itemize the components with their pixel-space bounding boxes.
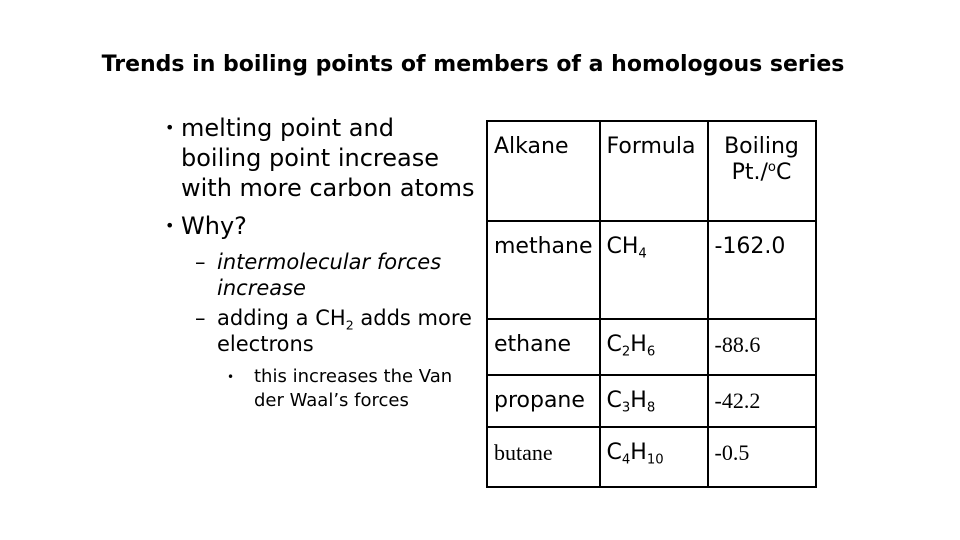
formula-part: H — [630, 388, 647, 413]
header-formula: Formula — [600, 121, 708, 221]
alkane-name: propane — [487, 375, 600, 427]
boiling-point-value: -42.2 — [708, 375, 816, 427]
sub-sub-bullet-item — [165, 365, 475, 413]
bullet-dot-icon: • — [165, 216, 175, 235]
header-boiling-point — [708, 121, 816, 221]
header-text-part: Boiling Pt./ — [724, 134, 799, 185]
formula-part: H — [630, 440, 647, 465]
bullet-item — [165, 211, 475, 241]
sub-sub-bullet-text: this increases the Van der Waal’s forces — [254, 366, 453, 411]
alkane-name: methane — [487, 221, 600, 319]
formula-cell — [600, 427, 708, 487]
header-alkane: Alkane — [487, 121, 600, 221]
boiling-point-value: -162.0 — [708, 221, 816, 319]
boiling-point-table — [486, 120, 817, 488]
formula-subscript: 4 — [638, 246, 647, 262]
formula-part: C — [606, 440, 622, 465]
formula-subscript: 10 — [646, 452, 664, 468]
formula-subscript: 8 — [646, 400, 656, 416]
table-row — [487, 319, 816, 375]
alkane-name: ethane — [487, 319, 600, 375]
boiling-point-value: -0.5 — [708, 427, 816, 487]
sub-bullet-item — [165, 249, 475, 301]
formula-cell — [600, 375, 708, 427]
sub-bullet-text-part: adds more electrons — [217, 306, 472, 356]
sub-bullet-text-part: adding a CH — [217, 306, 346, 330]
dash-icon: – — [195, 306, 206, 330]
subscript: 2 — [345, 317, 354, 333]
bullet-item — [165, 113, 475, 203]
degree-superscript: o — [767, 160, 776, 176]
bullet-dot-icon: • — [165, 118, 175, 137]
header-text-part: C — [776, 160, 792, 185]
table-row — [487, 375, 816, 427]
formula-part: C — [606, 332, 622, 357]
formula-part: CH — [606, 234, 639, 259]
formula-subscript: 2 — [621, 344, 631, 360]
dash-icon: – — [195, 250, 206, 274]
formula-subscript: 3 — [621, 400, 631, 416]
formula-subscript: 4 — [621, 452, 631, 468]
formula-cell — [600, 319, 708, 375]
bullet-dot-icon: • — [227, 370, 235, 384]
sub-bullet-item — [165, 305, 475, 357]
bullet-list — [165, 113, 475, 413]
sub-bullet-text: intermolecular forces increase — [217, 250, 442, 300]
formula-part: H — [630, 332, 647, 357]
formula-subscript: 6 — [646, 344, 656, 360]
bullet-text: Why? — [181, 212, 247, 240]
slide-title: Trends in boiling points of members of a homologous series — [101, 52, 845, 77]
bullet-text: melting point and boiling point increase with more carbon atoms — [181, 114, 475, 202]
formula-cell — [600, 221, 708, 319]
table-row — [487, 221, 816, 319]
table-header-row — [487, 121, 816, 221]
boiling-point-value: -88.6 — [708, 319, 816, 375]
formula-part: C — [606, 388, 622, 413]
alkane-name: butane — [487, 427, 600, 487]
table-row — [487, 427, 816, 487]
sub-bullet-text — [217, 306, 472, 356]
